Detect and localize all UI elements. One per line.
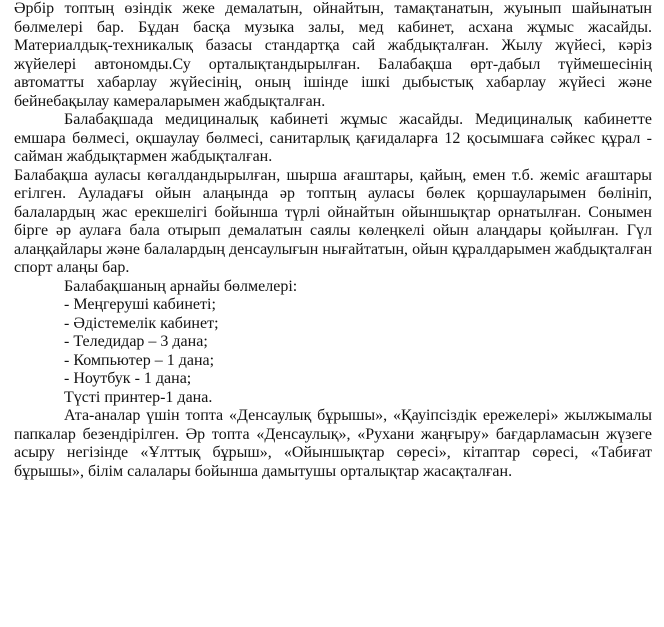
list-item: - Теледидар – 3 дана;	[64, 333, 208, 350]
rooms-heading: Балабақшаның арнайы бөлмелері:	[64, 277, 298, 295]
list-item: - Меңгеруші кабинеті;	[64, 296, 216, 313]
printer-line: Түсті принтер-1 дана.	[64, 388, 213, 406]
list-item: - Ноутбук - 1 дана;	[64, 370, 192, 387]
paragraph-parents-corners: Ата-аналар үшін топта «Денсаулық бұрышы», «Қауіпсіздік ережелері» жылжымалы папкалар безендірілген. Әр топта «Денсаулық», «Рухани жаңғыру» бағдарламасын жүзеге асыру негізінде «Ұлттық бұрыш», «Ойыншықтар сөресі», кітаптар сөресі, «Табиғат бұрышы», білім салалары бойынша дамытушы орталықтар жасақталған.	[14, 407, 652, 480]
paragraph-group-rooms: Әрбір топтың өзіндік жеке демалатын, ойнайтын, тамақтанатын, жуынып шайынатын бөлмелері бар. Бұдан басқа музыка залы, мед кабинет, асхана жұмыс жасайды. Материалдық-техникалық базасы стандартқа сай жабдықталған. Жылу жүйесі, кәріз жүйелері автономды.Су орталықтандырылған. Балабақша өрт-дабыл түймешесінің автоматты хабарлау жүйесінің, оның ішінде ішкі дыбыстық хабарлау жүйесі және бейнебақылау камераларымен жабдықталған.	[14, 0, 652, 110]
paragraph-medical-office: Балабақшада медициналық кабинеті жұмыс жасайды. Медициналық кабинетте емшара бөлмесі, оқшаулау бөлмесі, санитарлық қағидаларға 12 қосымшаға сәйкес құрал - сайман жабдықтармен жабдықталған.	[14, 111, 652, 165]
rooms-list	[14, 296, 652, 389]
paragraph-yard: Балабақша ауласы көгалдандырылған, шырша ағаштары, қайың, емен т.б. жеміс ағаштары егілген. Ауладағы ойын алаңында әр топтың ауласы бөлек қоршауларымен бөлініп, балалардың жас ерекшелігі бойынша түрлі ойнайтын ойыншықтар орнатылған. Сонымен бірге әр аулаға бала отырып демалатын саялы көлеңкелі ойын алаңдары қойылған. Гүл алаңқайлары және балалардың денсаулығын нығайтатын, ойын құралдарымен жабдықталған спорт алаңы бар.	[14, 166, 652, 276]
list-item: - Компьютер – 1 дана;	[64, 351, 215, 369]
list-item: - Әдістемелік кабинет;	[64, 314, 219, 332]
